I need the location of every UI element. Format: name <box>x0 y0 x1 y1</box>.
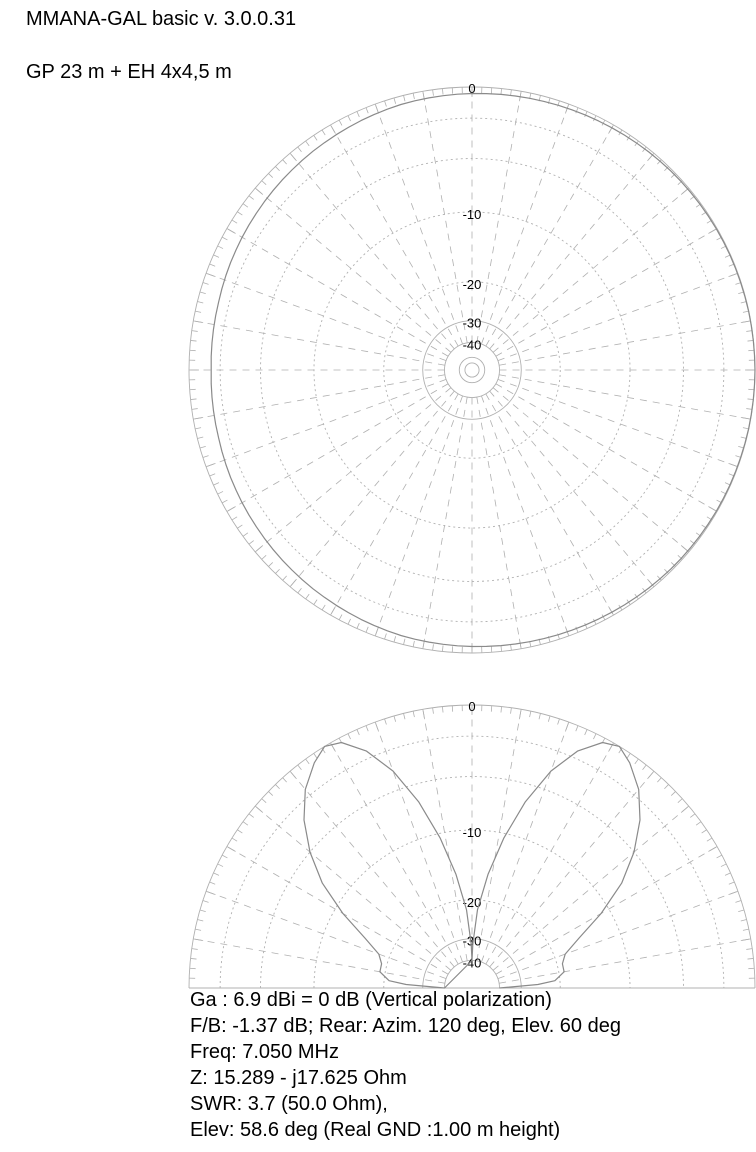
rim-tick <box>404 713 405 719</box>
rim-tick <box>671 791 675 795</box>
rim-tick <box>283 778 287 782</box>
rim-tick <box>741 939 751 941</box>
rim-tick <box>268 562 272 566</box>
rim-tick <box>200 910 206 912</box>
rim-tick <box>375 104 378 113</box>
rim-tick <box>385 719 387 725</box>
grid-spoke <box>193 375 445 419</box>
rim-tick <box>255 545 263 551</box>
rim-tick <box>394 636 396 642</box>
rim-tick <box>298 588 302 593</box>
grid-spoke <box>206 891 446 978</box>
rim-tick <box>210 882 216 884</box>
rim-tick <box>423 709 425 719</box>
grid-spoke <box>481 722 568 962</box>
grid-spoke <box>206 273 446 360</box>
rim-tick <box>331 606 336 615</box>
ring-label: -20 <box>462 276 482 292</box>
rim-tick <box>647 771 653 779</box>
rim-tick <box>191 958 197 959</box>
grid-spoke <box>486 125 614 346</box>
grid-spoke <box>255 188 451 352</box>
grid-ring <box>459 357 484 382</box>
gain-line: Ga : 6.9 dBi = 0 dB (Vertical polarization) <box>190 989 552 1011</box>
rim-tick <box>746 949 752 950</box>
rim-tick <box>192 331 198 332</box>
grid-spoke <box>493 388 689 552</box>
rim-tick <box>218 864 223 867</box>
rim-tick <box>249 196 254 200</box>
grid-spoke <box>498 891 738 978</box>
rim-tick <box>283 160 287 164</box>
rim-tick <box>593 734 596 739</box>
rim-tick <box>708 229 717 234</box>
grid-spoke <box>227 229 448 357</box>
rim-tick <box>314 135 317 140</box>
rim-tick <box>707 838 712 841</box>
rim-tick <box>375 722 378 731</box>
rim-tick <box>413 711 414 717</box>
ring-label: -40 <box>462 337 482 353</box>
rim-tick <box>348 734 351 739</box>
rim-tick <box>708 507 717 512</box>
rim-tick <box>357 111 359 116</box>
rim-tick <box>366 627 368 633</box>
rim-tick <box>243 822 248 826</box>
rim-tick <box>741 920 747 921</box>
rim-tick <box>191 399 197 400</box>
grid-spoke <box>499 939 751 983</box>
rim-tick <box>222 500 227 503</box>
rim-tick <box>275 569 279 573</box>
rim-tick <box>290 579 296 587</box>
rim-tick <box>385 101 387 107</box>
rim-tick <box>741 321 751 323</box>
rim-tick <box>394 98 396 104</box>
rim-tick <box>306 141 310 146</box>
rim-tick <box>192 949 198 950</box>
rim-tick <box>565 722 568 731</box>
grid-spoke <box>255 806 451 970</box>
rim-tick <box>746 409 752 410</box>
grid-spoke <box>481 396 568 636</box>
rim-tick <box>283 576 287 580</box>
grid-spoke <box>290 771 454 967</box>
ring-label: -10 <box>462 824 482 840</box>
rim-tick <box>200 292 206 294</box>
rim-tick <box>197 920 203 921</box>
rim-tick <box>232 220 237 223</box>
rim-tick <box>433 644 434 650</box>
rim-tick <box>511 708 512 714</box>
grid-spoke <box>193 321 445 365</box>
rim-tick <box>268 791 272 795</box>
rim-tick <box>206 463 215 466</box>
rim-tick <box>195 311 201 312</box>
rim-tick <box>404 639 405 645</box>
rim-tick <box>210 474 216 476</box>
rim-tick <box>741 417 751 419</box>
grid-spoke <box>493 806 689 970</box>
grid-spoke <box>490 391 654 587</box>
ring-label: 0 <box>468 81 476 96</box>
rim-tick <box>237 525 242 528</box>
rim-tick <box>743 929 749 930</box>
grid-spoke <box>227 847 448 975</box>
rim-tick <box>442 89 443 95</box>
elevation-line: Elev: 58.6 deg (Real GND :1.00 m height) <box>190 1119 561 1141</box>
rim-tick <box>747 958 753 959</box>
rim-tick <box>227 507 236 512</box>
rim-tick <box>290 153 296 161</box>
grid-spoke <box>486 394 614 615</box>
rim-tick <box>262 181 266 185</box>
grid-spoke <box>493 188 689 352</box>
grid-spoke <box>423 91 467 343</box>
rim-tick <box>696 822 701 826</box>
rim-tick <box>193 939 203 941</box>
grid-spoke <box>498 273 738 360</box>
ring-label: -30 <box>462 315 482 331</box>
grid-spoke <box>490 771 654 967</box>
grid-spoke <box>193 939 445 983</box>
rim-tick <box>213 873 218 875</box>
rim-tick <box>729 891 738 894</box>
grid-ring <box>465 363 479 377</box>
grid-spoke <box>331 125 459 346</box>
rim-tick <box>268 173 272 177</box>
app-title: MMANA-GAL basic v. 3.0.0.31 <box>26 8 297 30</box>
rim-tick <box>195 428 201 429</box>
rim-tick <box>501 89 502 95</box>
grid-spoke <box>499 321 751 365</box>
rim-tick <box>203 901 209 903</box>
rim-tick <box>255 806 263 812</box>
rim-tick <box>357 729 359 734</box>
rim-tick <box>678 799 682 803</box>
ring-label: -10 <box>462 206 482 222</box>
grid-spoke <box>477 397 521 649</box>
rim-tick <box>530 711 531 717</box>
rim-tick <box>191 340 197 341</box>
rim-tick <box>743 311 749 312</box>
rim-tick <box>519 709 521 719</box>
rim-tick <box>197 302 203 303</box>
rim-tick <box>306 759 310 764</box>
grid-spoke <box>496 847 717 975</box>
rim-tick <box>206 891 215 894</box>
rim-tick <box>413 93 414 99</box>
rim-tick <box>433 708 434 714</box>
rim-tick <box>339 615 342 620</box>
rim-tick <box>643 765 647 770</box>
rim-tick <box>255 188 263 194</box>
rim-tick <box>213 483 218 485</box>
rim-tick <box>193 321 203 323</box>
grid-spoke <box>499 375 751 419</box>
rim-tick <box>738 910 744 912</box>
grid-spoke <box>290 153 454 349</box>
rim-tick <box>664 784 668 788</box>
rim-tick <box>322 130 325 135</box>
ring-label: -20 <box>462 894 482 910</box>
rim-tick <box>366 108 368 114</box>
rim-tick <box>206 273 215 276</box>
rim-tick <box>747 340 753 341</box>
rim-tick <box>558 719 560 725</box>
polar-chart-azimuth <box>189 81 755 653</box>
rim-tick <box>690 814 695 818</box>
rim-tick <box>249 541 254 545</box>
rim-tick <box>357 623 359 628</box>
rim-tick <box>548 716 550 722</box>
rim-tick <box>627 753 630 758</box>
rim-tick <box>539 713 540 719</box>
rim-tick <box>192 409 198 410</box>
rim-tick <box>306 594 310 599</box>
rim-tick <box>203 283 209 285</box>
rim-tick <box>237 830 242 833</box>
polar-chart-elevation <box>189 699 755 988</box>
rim-tick <box>647 579 653 587</box>
rim-tick <box>200 446 206 448</box>
rim-tick <box>197 437 203 438</box>
grid-spoke <box>481 104 568 344</box>
grid-ring <box>384 282 560 458</box>
grid-spoke <box>498 379 738 466</box>
rim-tick <box>729 273 738 276</box>
rim-tick <box>743 428 749 429</box>
rim-tick <box>735 901 741 903</box>
impedance-line: Z: 15.289 - j17.625 Ohm <box>190 1067 407 1089</box>
rim-tick <box>195 929 201 930</box>
grid-spoke <box>423 397 467 649</box>
front-back-line: F/B: -1.37 dB; Rear: Azim. 120 deg, Elev. 60 deg <box>190 1015 621 1037</box>
rim-tick <box>717 855 722 858</box>
grid-spoke <box>227 384 448 512</box>
ring-label: 0 <box>468 699 476 714</box>
rim-tick <box>203 456 209 458</box>
rim-tick <box>635 759 639 764</box>
rim-tick <box>657 778 661 782</box>
grid-spoke <box>375 104 462 344</box>
rim-tick <box>501 645 502 651</box>
rim-tick <box>413 641 414 647</box>
rim-tick <box>576 726 578 732</box>
rim-tick <box>314 753 317 758</box>
rim-tick <box>721 864 726 867</box>
grid-spoke <box>486 743 614 964</box>
antenna-info <box>190 987 621 1143</box>
rim-tick <box>725 873 730 875</box>
rim-tick <box>227 847 236 852</box>
rim-tick <box>681 806 689 812</box>
rim-tick <box>275 784 279 788</box>
rim-tick <box>366 726 368 732</box>
rim-tick <box>708 847 717 852</box>
rim-tick <box>404 95 405 101</box>
rim-tick <box>647 153 653 161</box>
rim-tick <box>243 204 248 208</box>
rim-tick <box>232 517 237 520</box>
rim-tick <box>331 125 336 134</box>
rim-tick <box>262 799 266 803</box>
rim-tick <box>218 491 223 494</box>
rim-tick <box>227 229 236 234</box>
rim-tick <box>442 707 443 713</box>
rim-tick <box>298 765 302 770</box>
rim-tick <box>442 645 443 651</box>
grid-spoke <box>255 388 451 552</box>
grid-spoke <box>331 743 459 964</box>
rim-tick <box>193 417 203 419</box>
rim-tick <box>511 644 512 650</box>
frequency-line: Freq: 7.050 MHz <box>190 1041 339 1063</box>
rim-tick <box>702 830 707 833</box>
rim-tick <box>290 771 296 779</box>
rim-tick <box>275 166 279 170</box>
rim-tick <box>375 627 378 636</box>
rim-tick <box>433 90 434 96</box>
model-name: GP 23 m + EH 4x4,5 m <box>26 61 232 83</box>
rim-tick <box>348 116 351 121</box>
rim-tick <box>213 255 218 257</box>
rim-tick <box>339 120 342 125</box>
grid-spoke <box>375 722 462 962</box>
grid-spoke <box>290 391 454 587</box>
rim-tick <box>729 463 738 466</box>
rim-tick <box>747 399 753 400</box>
swr-line: SWR: 3.7 (50.0 Ohm), <box>190 1093 388 1115</box>
rim-tick <box>298 147 302 152</box>
grid-spoke <box>490 153 654 349</box>
rim-tick <box>322 605 325 610</box>
rim-tick <box>385 633 387 639</box>
rim-tick <box>222 237 227 240</box>
grid-spoke <box>496 229 717 357</box>
rim-tick <box>262 555 266 559</box>
ring-label: -30 <box>462 933 482 949</box>
grid-spoke <box>423 709 467 961</box>
grid-spoke <box>375 396 462 636</box>
grid-spoke <box>331 394 459 615</box>
rim-tick <box>243 533 248 537</box>
rim-tick <box>232 838 237 841</box>
rim-tick <box>746 331 752 332</box>
rim-tick <box>729 882 735 884</box>
rim-tick <box>218 246 223 249</box>
rim-tick <box>511 90 512 96</box>
rim-tick <box>585 729 587 734</box>
grid-spoke <box>477 709 521 961</box>
rim-tick <box>249 814 254 818</box>
ring-label: -40 <box>462 955 482 971</box>
rim-tick <box>501 707 502 713</box>
rim-tick <box>237 212 242 215</box>
grid-spoke <box>496 384 717 512</box>
rim-tick <box>394 716 396 722</box>
rim-tick <box>348 619 351 624</box>
rim-tick <box>210 264 216 266</box>
rim-tick <box>222 855 227 858</box>
grid-spoke <box>206 379 446 466</box>
rim-tick <box>314 600 317 605</box>
grid-spoke <box>477 91 521 343</box>
